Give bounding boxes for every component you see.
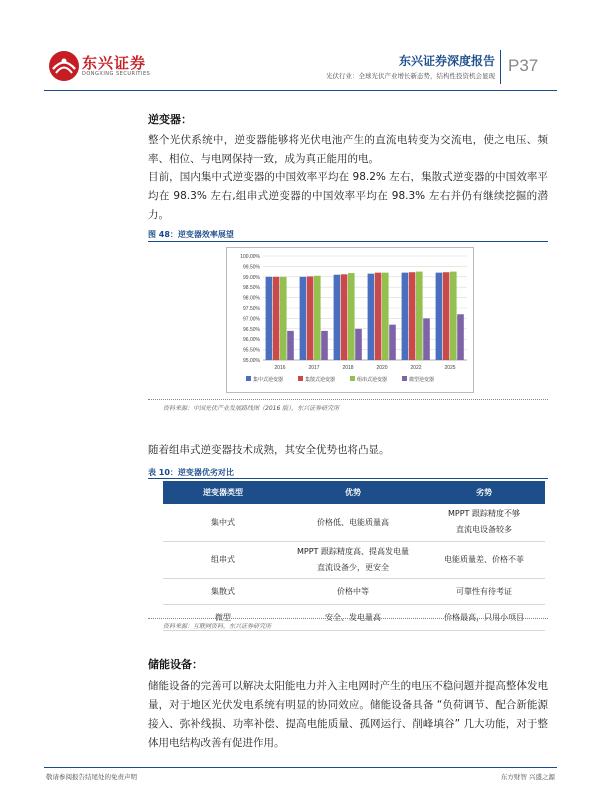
- header-type: 逆变器类型: [163, 481, 283, 504]
- cell-disadvantage: [423, 604, 545, 630]
- header-rule: [44, 90, 557, 91]
- table-row: [163, 541, 545, 578]
- legend-label: 组串式逆变器: [357, 377, 388, 383]
- legend-swatch: [402, 376, 407, 381]
- legend-label: 集散式逆变器: [305, 377, 336, 383]
- cell-line: 直流设备少，更安全: [317, 562, 389, 572]
- bar: [287, 331, 294, 360]
- bar: [334, 275, 341, 360]
- figure-caption: 图 48：逆变器效率展望: [148, 230, 234, 239]
- bar: [355, 329, 362, 360]
- logo-text: 东兴证券: [82, 54, 147, 72]
- section-title-storage: 储能设备：: [148, 658, 203, 671]
- report-title: 东兴证券深度报告: [398, 54, 495, 68]
- table-row: [163, 504, 545, 541]
- efficiency-chart: [226, 247, 474, 393]
- x-tick-label: 2018: [342, 365, 354, 371]
- bar: [443, 272, 450, 360]
- header-advantage: 优势: [283, 481, 423, 504]
- paragraph-inverter-efficiency: 目前，国内集中式逆变器的中国效率平均在 98.2% 左右，集散式逆变器的中国效率平均在 98.3% 左右,组串式逆变器的中国效率平均在 98.3% 左右并仍有继续挖掘的潜力。: [148, 171, 548, 221]
- y-tick-label: 95.00%: [243, 358, 260, 364]
- footer-disclaimer: 敬请参阅报告结尾处的免责声明: [46, 773, 137, 781]
- figure-source-rule: [148, 399, 548, 400]
- paragraph-inverter-intro: 整个光伏系统中，逆变器能够将光伏电池产生的直流电转变为交流电，使之电压、频率、相位、与电网保持一致，成为真正能用的电。: [148, 134, 548, 165]
- paragraph-string-inverter: 随着组串式逆变器技术成熟，其安全优势也将凸显。: [148, 444, 390, 456]
- paragraph-storage: 储能设备的完善可以解决太阳能电力并入主电网时产生的电压不稳问题并提高整体发电量，对于地区光伏发电系统有明显的协同效应。储能设备具备 “负荷调节、配合新能源接入、弥补线损、功率补偿、提高电能质量、孤网运行、削峰填谷” 几大功能，对于整体用电结构改善有促进作用。: [148, 680, 548, 749]
- bar: [280, 277, 287, 360]
- x-tick-label: 2017: [308, 365, 320, 371]
- bar: [457, 314, 464, 360]
- bar: [321, 331, 328, 360]
- y-tick-label: 96.50%: [243, 326, 260, 333]
- cell-line: MPPT 跟踪精度不够: [448, 509, 520, 519]
- bar: [266, 277, 273, 360]
- bar: [389, 325, 396, 360]
- legend-label: 微型逆变器: [409, 377, 435, 383]
- table-caption: 表 10：逆变器优劣对比: [148, 468, 234, 477]
- cell-advantage: [283, 541, 423, 578]
- y-tick-label: 100.00%: [240, 254, 260, 260]
- bar: [300, 277, 307, 360]
- y-tick-label: 98.50%: [243, 285, 260, 292]
- table-caption-rule: [148, 478, 548, 479]
- cell-line: 价格中等: [337, 586, 369, 596]
- y-tick-label: 99.50%: [243, 264, 260, 271]
- header-disadvantage: 劣势: [423, 481, 545, 504]
- bar: [273, 277, 280, 360]
- cell-type: 集散式: [163, 578, 283, 604]
- bar: [348, 273, 355, 360]
- logo-subtext: DONGXING SECURITIES: [82, 71, 151, 77]
- cell-disadvantage: [423, 578, 545, 604]
- cell-line: 电能质量差、价格不菲: [444, 555, 524, 564]
- bar: [314, 276, 321, 360]
- cell-line: 直流电设备较多: [456, 525, 512, 535]
- x-tick-label: 2025: [444, 365, 456, 371]
- figure-caption-rule: [148, 241, 548, 242]
- bar: [341, 274, 348, 360]
- cell-advantage: [283, 504, 423, 541]
- legend-label: 集中式逆变器: [253, 377, 284, 383]
- report-subtitle: 光伏行业：全球光伏产业增长新态势，结构性投资机会显现: [326, 72, 495, 80]
- footer-rule: [44, 767, 557, 768]
- table-source: 资料来源：互联网资料，东兴证券研究所: [163, 623, 272, 630]
- bar: [436, 273, 443, 360]
- y-tick-label: 96.00%: [243, 337, 260, 344]
- cell-line: 可靠性有待考证: [456, 586, 512, 596]
- header-separator: [500, 50, 501, 84]
- footer-slogan: 东方财智 兴盛之源: [500, 773, 555, 781]
- table-header-row: [163, 481, 545, 504]
- legend-swatch: [298, 376, 303, 381]
- cell-type: 集中式: [163, 504, 283, 541]
- cell-type: 微型: [163, 604, 283, 630]
- x-tick-label: 2020: [376, 365, 388, 371]
- page-number: P37: [508, 56, 539, 75]
- cell-disadvantage: [423, 504, 545, 541]
- x-tick-label: 2022: [410, 365, 422, 371]
- inverter-comparison-table: [163, 481, 545, 631]
- cell-advantage: [283, 578, 423, 604]
- bar: [307, 276, 314, 360]
- y-tick-label: 98.00%: [243, 295, 260, 302]
- y-tick-label: 97.00%: [243, 316, 260, 323]
- y-tick-label: 97.50%: [243, 306, 260, 312]
- cell-disadvantage: [423, 541, 545, 578]
- bar: [368, 274, 375, 360]
- logo-mark-icon: [48, 50, 80, 82]
- bar: [423, 318, 430, 360]
- bar: [450, 272, 457, 360]
- table-row: [163, 578, 545, 604]
- section-title-inverter: 逆变器：: [148, 113, 192, 126]
- efficiency-chart-svg: [227, 248, 473, 392]
- bar: [416, 272, 423, 360]
- cell-line: 价格低、电能质量高: [317, 517, 389, 527]
- bar: [375, 273, 382, 360]
- y-tick-label: 95.50%: [243, 347, 260, 354]
- cell-line: 安全、发电量高: [325, 612, 381, 622]
- bar: [382, 273, 389, 360]
- legend-swatch: [246, 376, 251, 381]
- cell-line: 价格最高，只用小项目: [444, 612, 524, 622]
- bar: [409, 272, 416, 360]
- cell-advantage: [283, 604, 423, 630]
- y-tick-label: 99.00%: [243, 274, 260, 281]
- x-tick-label: 2016: [274, 365, 286, 371]
- cell-type: 组串式: [163, 541, 283, 578]
- table-source-rule: [148, 618, 548, 619]
- legend-swatch: [350, 376, 355, 381]
- bar: [402, 273, 409, 360]
- cell-line: MPPT 跟踪精度高、提高发电量: [297, 546, 409, 556]
- figure-source: 资料来源：中国光伏产业发展路线图（2016 版），东兴证券研究所: [163, 405, 340, 412]
- company-logo: [48, 50, 163, 82]
